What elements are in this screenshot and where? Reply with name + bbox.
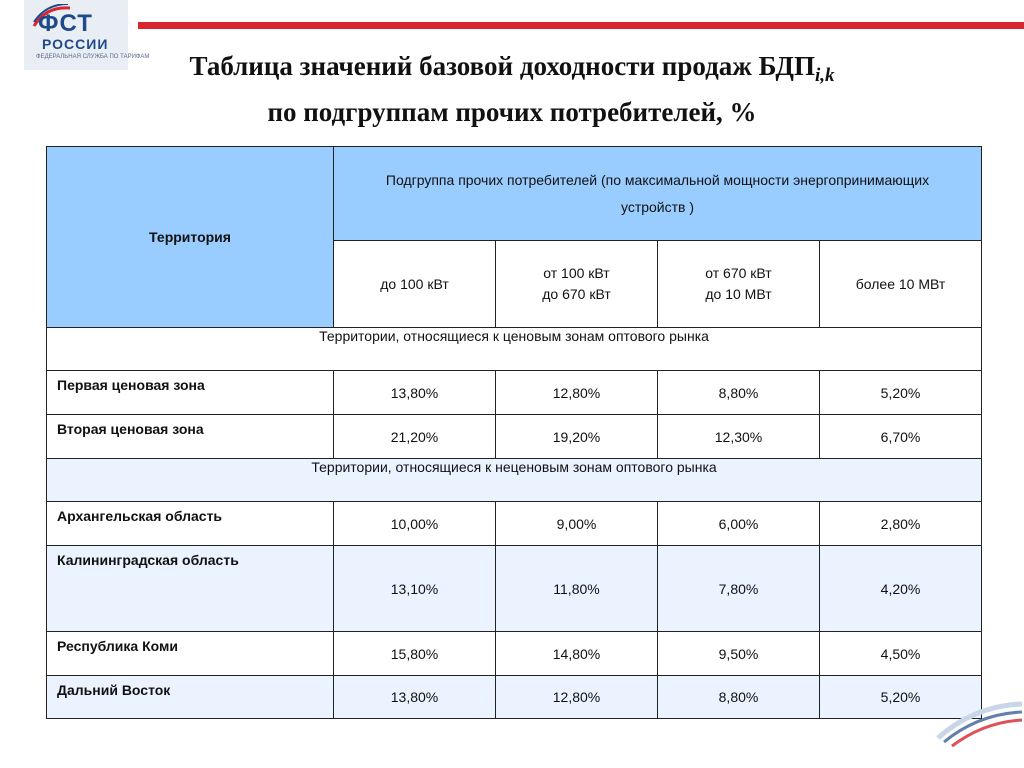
page-title bbox=[0, 48, 1024, 131]
section-header: Территории, относящиеся к ценовым зонам оптового рынка bbox=[47, 328, 982, 371]
value-cell: 4,50% bbox=[820, 632, 982, 676]
value-cell: 11,80% bbox=[496, 546, 658, 632]
title-subscript: i,k bbox=[814, 65, 835, 86]
column-header: более 10 МВт bbox=[820, 241, 982, 328]
territory-name: Дальний Восток bbox=[47, 676, 334, 719]
value-cell: 13,80% bbox=[334, 371, 496, 415]
logo-sub-text: РОССИИ bbox=[42, 36, 109, 52]
yield-table bbox=[46, 146, 982, 719]
value-cell: 5,20% bbox=[820, 371, 982, 415]
section-header: Территории, относящиеся к неценовым зонам оптового рынка bbox=[47, 459, 982, 502]
territory-name: Первая ценовая зона bbox=[47, 371, 334, 415]
territory-name: Архангельская область bbox=[47, 502, 334, 546]
table-row bbox=[47, 546, 982, 632]
table-row bbox=[47, 632, 982, 676]
group-header: Подгруппа прочих потребителей (по максимальной мощности энергопринимающих устройств ) bbox=[334, 147, 982, 241]
value-cell: 12,80% bbox=[496, 371, 658, 415]
value-cell: 8,80% bbox=[658, 676, 820, 719]
logo-main-text: ФСТ bbox=[38, 10, 93, 37]
value-cell: 9,50% bbox=[658, 632, 820, 676]
column-header: от 670 кВт до 10 МВт bbox=[658, 241, 820, 328]
title-line-1: Таблица значений базовой доходности продаж $БДП_{i,k}$ bbox=[189, 51, 835, 86]
table-row bbox=[47, 502, 982, 546]
value-cell: 2,80% bbox=[820, 502, 982, 546]
value-cell: 7,80% bbox=[658, 546, 820, 632]
value-cell: 15,80% bbox=[334, 632, 496, 676]
decorative-swoosh-icon bbox=[934, 698, 1024, 748]
territory-name: Калининградская область bbox=[47, 546, 334, 632]
value-cell: 10,00% bbox=[334, 502, 496, 546]
value-cell: 6,70% bbox=[820, 415, 982, 459]
column-header: до 100 кВт bbox=[334, 241, 496, 328]
value-cell: 19,20% bbox=[496, 415, 658, 459]
value-cell: 5,20% bbox=[820, 676, 982, 719]
table-row bbox=[47, 676, 982, 719]
value-cell: 12,30% bbox=[658, 415, 820, 459]
column-header: от 100 кВт до 670 кВт bbox=[496, 241, 658, 328]
territory-name: Республика Коми bbox=[47, 632, 334, 676]
logo-tagline: ФЕДЕРАЛЬНАЯ СЛУЖБА ПО ТАРИФАМ bbox=[36, 54, 150, 60]
value-cell: 21,20% bbox=[334, 415, 496, 459]
header-red-line bbox=[138, 22, 1024, 29]
title-line-2: по подгруппам прочих потребителей, % bbox=[267, 97, 757, 127]
table-row bbox=[47, 371, 982, 415]
value-cell: 6,00% bbox=[658, 502, 820, 546]
table-row bbox=[47, 415, 982, 459]
value-cell: 13,10% bbox=[334, 546, 496, 632]
territory-name: Вторая ценовая зона bbox=[47, 415, 334, 459]
value-cell: 8,80% bbox=[658, 371, 820, 415]
value-cell: 9,00% bbox=[496, 502, 658, 546]
value-cell: 14,80% bbox=[496, 632, 658, 676]
territory-header: Территория bbox=[47, 147, 334, 328]
value-cell: 4,20% bbox=[820, 546, 982, 632]
value-cell: 13,80% bbox=[334, 676, 496, 719]
value-cell: 12,80% bbox=[496, 676, 658, 719]
